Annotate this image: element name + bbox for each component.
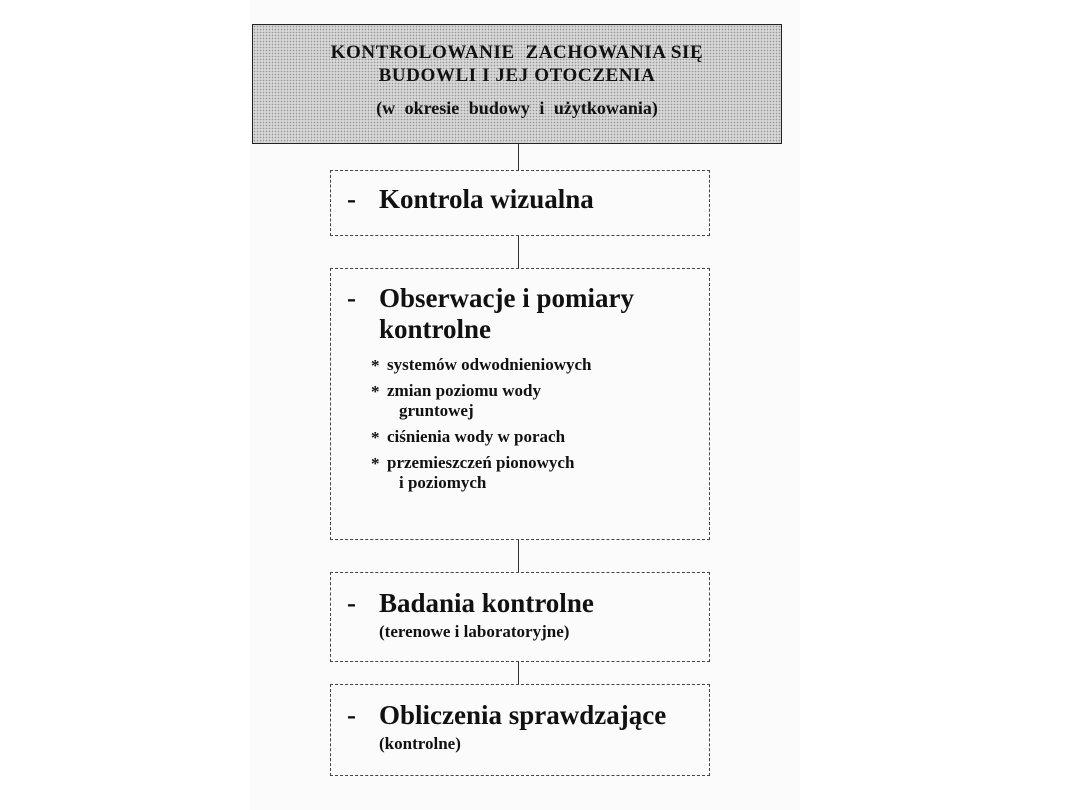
step-note: (terenowe i laboratoryjne) [379, 622, 570, 641]
step-title-text: Badania kontrolne [379, 588, 594, 618]
bullet-item [371, 453, 709, 493]
step-title-text: Obliczenia sprawdzające [379, 700, 667, 730]
header-title-line-2: BUDOWLI I JEJ OTOCZENIA [378, 65, 656, 86]
step-box-obliczenia [330, 684, 710, 776]
step-title [347, 184, 701, 215]
connector-step-2-to-step-3 [518, 540, 519, 572]
bullet-item [371, 355, 709, 375]
step-title-line-1: Obserwacje i pomiary [379, 283, 634, 313]
bullet-marker: * [371, 428, 380, 447]
step-title [347, 283, 701, 345]
step-box-obserwacje [330, 268, 710, 540]
dash-marker: - [347, 588, 356, 618]
bullet-text: zmian poziomu wody [387, 381, 541, 400]
step-title [347, 700, 701, 731]
bullet-marker: * [371, 382, 380, 401]
dash-marker: - [347, 700, 356, 730]
bullet-text-continued: gruntowej [399, 401, 474, 420]
bullet-text: ciśnienia wody w porach [387, 427, 566, 446]
connector-step-1-to-step-2 [518, 236, 519, 268]
step-title [347, 588, 701, 619]
header-title-line-1: KONTROLOWANIE ZACHOWANIA SIĘ [330, 42, 704, 63]
bullet-text-continued: i poziomych [399, 473, 487, 492]
step-title-text: Kontrola wizualna [379, 184, 594, 214]
header-subtitle: (w okresie budowy i użytkowania) [376, 98, 658, 118]
bullet-marker: * [371, 454, 380, 473]
dash-marker: - [347, 283, 356, 313]
bullet-marker: * [371, 356, 380, 375]
bullet-item [371, 427, 709, 447]
header-box [252, 24, 782, 144]
connector-header-to-step-1 [518, 144, 519, 170]
header-title [253, 41, 781, 87]
step-note: (kontrolne) [379, 734, 461, 753]
connector-step-3-to-step-4 [518, 662, 519, 684]
bullet-text: systemów odwodnieniowych [387, 355, 592, 374]
bullet-list [371, 355, 709, 493]
bullet-item [371, 381, 709, 421]
step-box-badania [330, 572, 710, 662]
step-box-kontrola-wizualna [330, 170, 710, 236]
step-title-line-2: kontrolne [379, 314, 492, 344]
bullet-text: przemieszczeń pionowych [387, 453, 575, 472]
dash-marker: - [347, 184, 356, 214]
